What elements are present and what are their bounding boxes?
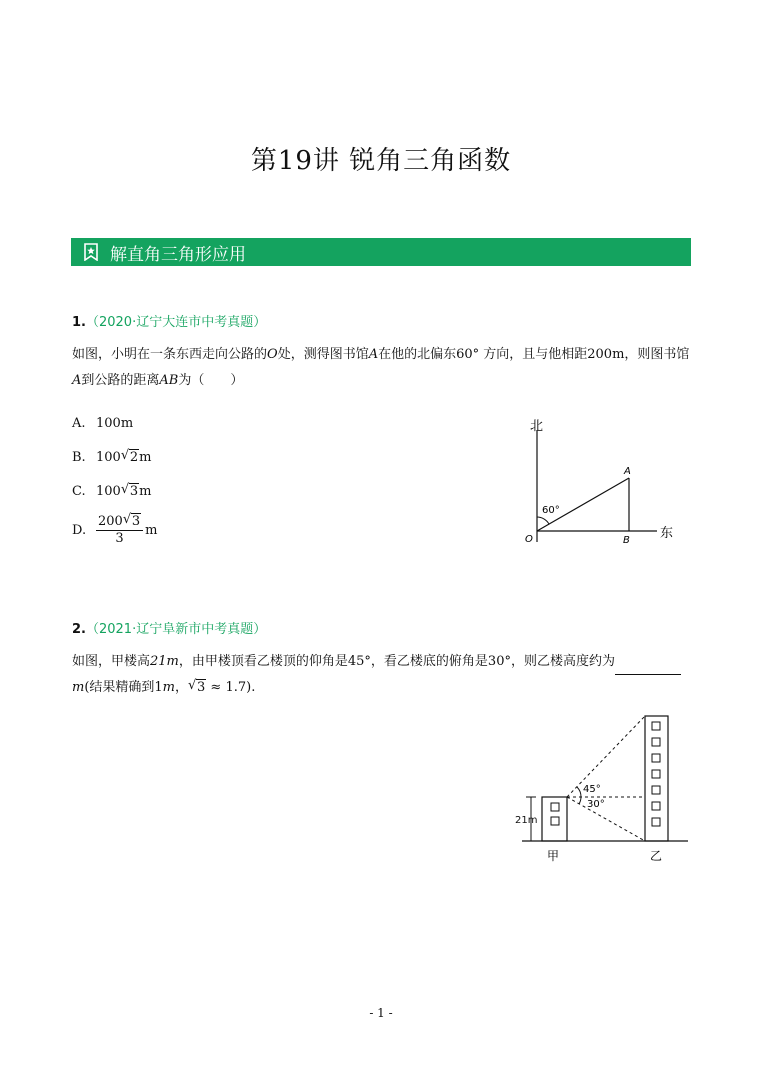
q1-option-a[interactable] (72, 416, 133, 431)
radicand: 2 (129, 450, 139, 465)
q1-source: （2020·辽宁大连市中考真题） (85, 315, 267, 330)
building-yi-label: 乙 (650, 849, 663, 863)
option-text: 100 (96, 450, 121, 465)
fraction (96, 514, 143, 547)
q2-height: 21m (150, 654, 179, 669)
q1-segment-ab: AB (159, 373, 179, 388)
point-a-label: A (624, 466, 631, 477)
q1-text: 在他的北偏东60° 方向，且与他相距200m，则图书馆 (378, 347, 690, 362)
option-unit: m (145, 523, 158, 538)
q2-unit: m (72, 680, 85, 695)
angle-label: 60° (542, 505, 560, 516)
q1-text: 处，测得图书馆 (277, 347, 369, 362)
north-label: 北 (530, 419, 544, 434)
q2-text: ， (175, 680, 189, 695)
section-header (71, 238, 691, 266)
page-number: - 1 - (369, 1006, 393, 1020)
point-b-label: B (623, 535, 630, 546)
height-label: 21m (515, 815, 538, 826)
option-text: 100 (96, 484, 121, 499)
fraction-numerator (96, 514, 143, 531)
q1-option-c[interactable] (72, 484, 151, 499)
option-letter: A. (72, 416, 86, 431)
q2-source: （2021·辽宁阜新市中考真题） (85, 622, 267, 637)
q1-text: 为（ ） (178, 373, 244, 388)
q1-header (72, 311, 266, 330)
sqrt-symbol: √ 3 (120, 482, 139, 499)
q1-point-o: O (267, 347, 278, 362)
q2-unit: m (162, 680, 175, 695)
q1-text: 到公路的距离 (81, 373, 160, 388)
option-unit: m (139, 450, 152, 465)
q2-stem (72, 649, 697, 701)
point-o-label: O (525, 534, 533, 545)
q1-option-d[interactable] (72, 514, 157, 547)
sqrt-symbol: √ 3 (122, 512, 141, 529)
q2-text: ≈ 1.7). (206, 680, 256, 695)
radicand: 3 (197, 680, 206, 695)
building-jia-label: 甲 (547, 849, 560, 863)
section-title: 解直角三角形应用 (110, 244, 246, 265)
option-text: 200 (98, 514, 123, 529)
q1-option-b[interactable] (72, 450, 151, 465)
q2-number: 2. (72, 622, 86, 637)
option-letter: D. (72, 523, 87, 538)
q1-text: 如图，小明在一条东西走向公路的 (72, 347, 268, 362)
q1-figure (515, 410, 685, 555)
answer-blank[interactable] (615, 660, 681, 675)
option-letter: C. (72, 484, 86, 499)
fraction-denominator: 3 (115, 531, 124, 546)
sqrt-symbol: √ 3 (188, 678, 206, 695)
east-label: 东 (660, 526, 674, 541)
radicand: 3 (131, 514, 141, 529)
option-unit: m (139, 484, 152, 499)
q1-point-a: A (368, 347, 379, 362)
q2-figure (510, 708, 695, 868)
option-text: 100m (96, 416, 134, 431)
angle-30-label: 30° (587, 799, 605, 810)
q2-text: 如图，甲楼高 (72, 654, 151, 669)
option-letter: B. (72, 450, 86, 465)
star-bookmark-icon (82, 243, 100, 261)
q2-header (72, 618, 266, 637)
q2-text: ，由甲楼顶看乙楼顶的仰角是45°，看乙楼底的俯角是30°，则乙楼高度约为 (178, 654, 615, 669)
radicand: 3 (129, 484, 139, 499)
q1-point-a: A (72, 373, 82, 388)
angle-45-label: 45° (583, 784, 601, 795)
sqrt-symbol: √ 2 (120, 448, 139, 465)
q2-text: (结果精确到1 (84, 680, 163, 695)
q1-stem (72, 342, 697, 394)
q1-number: 1. (72, 315, 86, 330)
page-title: 第19讲 锐角三角函数 (250, 146, 512, 176)
